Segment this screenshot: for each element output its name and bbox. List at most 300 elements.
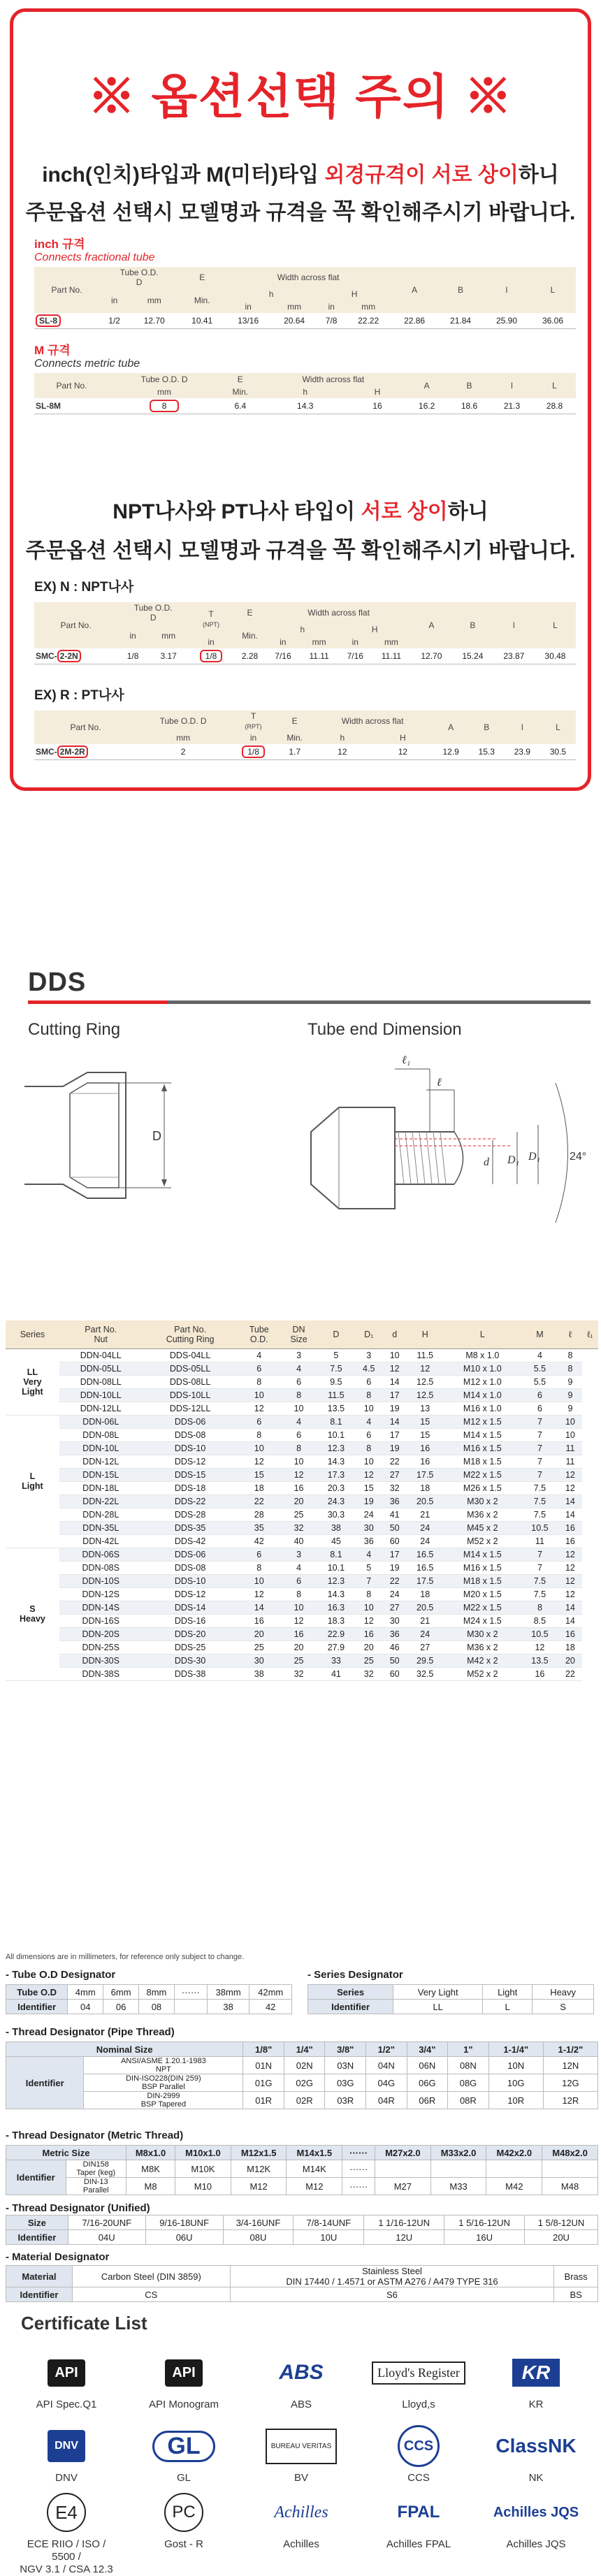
cell: DDN-08L [59, 1428, 143, 1441]
notice-line-2b: 꼭 [332, 198, 356, 225]
cell: 8 [355, 1587, 383, 1601]
cell: DDN-06L [59, 1415, 143, 1428]
cell: 20U [525, 2230, 598, 2245]
dds-divider-accent [28, 1000, 168, 1004]
cell: 13.5 [317, 1402, 354, 1415]
cell: 24 [407, 1534, 444, 1548]
cell: 21 [407, 1614, 444, 1627]
cell: M33 [430, 2178, 486, 2195]
in-header: in [117, 623, 148, 648]
cell: 1 1/16-12UN [364, 2215, 444, 2230]
cell: DDN-06S [59, 1548, 143, 1561]
kr-logo-icon [484, 2351, 588, 2394]
identifier-cell: Identifier [6, 2057, 84, 2109]
tube-od-table [6, 1984, 292, 2014]
cell: 16 [407, 1441, 444, 1455]
cell: 9 [558, 1388, 582, 1402]
cell: 9 [558, 1375, 582, 1388]
cell: 23.9 [505, 744, 540, 759]
cell: M36 x 2 [444, 1640, 521, 1654]
pt-part-no: SMC- 2M-2R [34, 744, 137, 759]
cell: 10 [280, 1402, 317, 1415]
table-row [6, 1587, 598, 1601]
t-header: T (RPT) [229, 711, 277, 732]
cell: Very Light [393, 1985, 483, 2000]
cell: 6 [238, 1362, 280, 1375]
cell: DDN-04LL [59, 1348, 143, 1362]
cell: 60 [383, 1667, 407, 1680]
column-header: ℓ₁ [582, 1320, 598, 1348]
cell: 21.3 [491, 398, 533, 414]
npt-spec-block [34, 576, 576, 664]
cell: 8.1 [317, 1548, 354, 1561]
notice-title: ※ 옵션선택 주의 ※ [87, 71, 514, 124]
certificate-name: DNV [55, 2472, 78, 2484]
certificate-name: Achilles [283, 2538, 319, 2550]
cell: 16.5 [407, 1548, 444, 1561]
cell: M14 x 1.5 [444, 1548, 521, 1561]
fpal-logo-icon [366, 2491, 471, 2534]
cell: DDS-12 [143, 1455, 238, 1468]
cell: 3 [355, 1348, 383, 1362]
column-header: Tube O.D. [238, 1320, 280, 1348]
a-header: A [411, 602, 452, 648]
standard-cell: DIN-ISO228(DIN 259) BSP Parallel [84, 2074, 243, 2092]
H-header: H [339, 623, 411, 636]
row-header: Size [6, 2215, 68, 2230]
certificate-item [249, 2424, 354, 2484]
cell: 2.28 [233, 648, 266, 664]
cell: 6 [238, 1415, 280, 1428]
tube-end-caption: Tube end Dimension [307, 1020, 462, 1039]
cell: 6.4 [219, 398, 261, 414]
cell: DDN-10L [59, 1441, 143, 1455]
part-no-header: Part No. [34, 267, 99, 313]
column-header: M [521, 1320, 558, 1348]
table-row [6, 1508, 598, 1521]
cell: DDN-10LL [59, 1388, 143, 1402]
api-logo-icon [131, 2351, 236, 2394]
cell: 11.11 [372, 648, 411, 664]
cell: DDN-42L [59, 1534, 143, 1548]
table-row [6, 1548, 598, 1561]
cell: 6 [280, 1375, 317, 1388]
certificate-item [249, 2491, 354, 2551]
metric-spec-table [34, 373, 576, 414]
cell: 16.5 [407, 1561, 444, 1574]
cell: 30.48 [535, 648, 576, 664]
cell: 08G [448, 2074, 489, 2092]
column-header: M8x1.0 [126, 2146, 175, 2160]
cell: M10 [175, 2178, 231, 2195]
table-row [6, 2160, 598, 2178]
notice-line-1 [13, 157, 588, 188]
cell: 24 [355, 1508, 383, 1521]
cell: 11 [558, 1455, 582, 1468]
cell: M14K [287, 2160, 342, 2178]
tube-od-header: Tube O.D. D [137, 711, 229, 732]
cell: 20.64 [271, 313, 317, 328]
b-header: B [448, 373, 491, 398]
cell: M10 x 1.0 [444, 1362, 521, 1375]
tube-end-diagram [287, 1041, 594, 1265]
cell: 10N [488, 2057, 543, 2074]
series-cell: LL Very Light [6, 1348, 59, 1415]
table-row [6, 1428, 598, 1441]
cell: 35 [238, 1521, 280, 1534]
H-header: H [317, 288, 391, 300]
cell: 8.5 [521, 1614, 558, 1627]
cell: M12 x 1.0 [444, 1375, 521, 1388]
cell: 40 [280, 1534, 317, 1548]
cell: DDN-16S [59, 1614, 143, 1627]
cell: 7 [355, 1574, 383, 1587]
label-d: d [484, 1156, 489, 1168]
certificate-list-title: Certificate List [21, 2313, 147, 2334]
table-row [6, 1574, 598, 1587]
cell: 6mm [103, 1985, 139, 2000]
cell: 18 [558, 1640, 582, 1654]
notice-line-3c: 하니 [447, 500, 488, 523]
cell: 5.5 [521, 1375, 558, 1388]
cell: 7/8 [317, 313, 345, 328]
cell: 16 [280, 1481, 317, 1494]
cell: M18 x 1.5 [444, 1455, 521, 1468]
a-header: A [405, 373, 448, 398]
cell: DDS-38 [143, 1667, 238, 1680]
cell: 18 [407, 1481, 444, 1494]
cell: DDN-35L [59, 1521, 143, 1534]
standard-cell: DIN158 Taper (keg) [66, 2160, 126, 2178]
table-row [6, 1362, 598, 1375]
column-header: ℓ [558, 1320, 582, 1348]
cell: 7 [521, 1561, 558, 1574]
cell: 6 [355, 1428, 383, 1441]
cell: 38mm [207, 1985, 249, 2000]
cell: 06 [103, 2000, 139, 2014]
cell: 19 [355, 1494, 383, 1508]
table-row [6, 1348, 598, 1362]
cell: M12K [231, 2160, 287, 2178]
standard-cell: DIN-2999 BSP Tapered [84, 2092, 243, 2109]
cell: DDN-10S [59, 1574, 143, 1587]
cell: 6 [521, 1402, 558, 1415]
cell: 12.70 [411, 648, 452, 664]
table-row [6, 1388, 598, 1402]
table-row [6, 2092, 598, 2109]
cell: DDS-08 [143, 1561, 238, 1574]
cell: 30.3 [317, 1508, 354, 1521]
cell: DDN-12S [59, 1587, 143, 1601]
l-header: l [484, 267, 530, 313]
cell: 36.06 [530, 313, 576, 328]
cell: 15 [407, 1428, 444, 1441]
cell: DDS-12 [143, 1587, 238, 1601]
cell: DDS-05LL [143, 1362, 238, 1375]
cell: 08R [448, 2092, 489, 2109]
cell: M26 x 1.5 [444, 1481, 521, 1494]
cell: 04N [366, 2057, 407, 2074]
cell: M20 x 1.5 [444, 1587, 521, 1601]
npt-t-cell: 1/8 [189, 648, 233, 664]
npt-label: EX) N : NPT나사 [34, 580, 134, 595]
cell: DDS-08LL [143, 1375, 238, 1388]
H-header: H [372, 732, 433, 744]
cell: 20.3 [317, 1481, 354, 1494]
cell: 30 [355, 1521, 383, 1534]
cell: 41 [317, 1667, 354, 1680]
cell: DDS-06 [143, 1415, 238, 1428]
e4-logo-icon [14, 2491, 119, 2534]
cell: 8 [355, 1441, 383, 1455]
l-header: l [493, 602, 535, 648]
cell: LL [393, 2000, 483, 2014]
dds-spec-table [6, 1320, 598, 1681]
cell: 14.3 [317, 1587, 354, 1601]
cell: 6 [521, 1388, 558, 1402]
row-header: Identifier [6, 2000, 68, 2014]
min-header: Min. [179, 288, 225, 313]
table-row [6, 1415, 598, 1428]
L-header: L [533, 373, 576, 398]
cell: 16 [558, 1627, 582, 1640]
cell: 25 [355, 1654, 383, 1667]
cell: 10 [558, 1415, 582, 1428]
logo-text: Achilles [274, 2503, 328, 2522]
cell: 16 [558, 1521, 582, 1534]
cell: 12 [280, 1614, 317, 1627]
cell: 4 [355, 1548, 383, 1561]
cell: 10 [355, 1601, 383, 1614]
column-header: M33x2.0 [430, 2146, 486, 2160]
cell: 50 [383, 1521, 407, 1534]
column-header: D [317, 1320, 354, 1348]
cell: M10K [175, 2160, 231, 2178]
cell [486, 2160, 542, 2178]
inch-spec-table [34, 267, 576, 329]
cell: 7.5 [317, 1362, 354, 1375]
notice-line-3a: NPT나사와 PT나사 타입이 [113, 500, 361, 523]
table-row [6, 1494, 598, 1508]
cell: 16 [280, 1627, 317, 1640]
notice-line-4 [13, 530, 588, 565]
cell: 17 [383, 1428, 407, 1441]
h-in: in [266, 636, 299, 648]
notice-line-3b: 서로 상이 [361, 500, 448, 523]
column-header: Part No. Cutting Ring [143, 1320, 238, 1348]
table-row [6, 2287, 598, 2302]
cell: 04R [366, 2092, 407, 2109]
pt-label: EX) R : PT나사 [34, 688, 124, 703]
cell: 03R [325, 2092, 366, 2109]
cell: DDS-18 [143, 1481, 238, 1494]
cell: 20 [280, 1640, 317, 1654]
certificate-name: NK [528, 2472, 544, 2484]
row-header: Series [308, 1985, 393, 2000]
table-row [6, 1985, 292, 2000]
cell: 4 [355, 1415, 383, 1428]
certificate-item [131, 2424, 236, 2484]
cell: 12 [312, 744, 373, 759]
cell: 03G [325, 2074, 366, 2092]
cell: 20 [558, 1654, 582, 1667]
cell: 2 [137, 744, 229, 759]
cell: DDN-12L [59, 1455, 143, 1468]
cell: 4 [238, 1348, 280, 1362]
cell: DDS-10 [143, 1441, 238, 1455]
cell: 10 [238, 1574, 280, 1587]
inch-spec-block [34, 234, 576, 329]
classnk-logo-icon [484, 2424, 588, 2468]
notice-line-1c: 하니 [518, 163, 559, 187]
cell: 06U [145, 2230, 223, 2245]
cell: 12 [355, 1614, 383, 1627]
certificate-name: GL [176, 2472, 191, 2484]
cell: M24 x 1.5 [444, 1614, 521, 1627]
row-header: Metric Size [6, 2146, 126, 2160]
column-header: 3/4" [407, 2042, 448, 2057]
table-row [6, 1481, 598, 1494]
certificate-item [14, 2351, 119, 2411]
cell: DDS-12LL [143, 1402, 238, 1415]
notice-line-2 [13, 192, 588, 226]
cell: 14 [558, 1601, 582, 1614]
cell: 28 [238, 1508, 280, 1521]
cell: 10 [558, 1428, 582, 1441]
cell: 7 [521, 1441, 558, 1455]
table-row [6, 1375, 598, 1388]
table-row [6, 1640, 598, 1654]
cell: M12 [287, 2178, 342, 2195]
cell: 22.9 [317, 1627, 354, 1640]
cell: 10U [294, 2230, 364, 2245]
cell: 12R [543, 2092, 598, 2109]
abs-logo-icon [249, 2351, 354, 2394]
cell: L [483, 2000, 533, 2014]
standard-cell: ANSI/ASME 1.20.1-1983 NPT [84, 2057, 243, 2074]
column-header: 1-1/4" [488, 2042, 543, 2057]
cell: 22 [383, 1455, 407, 1468]
column-header: 1/4" [284, 2042, 325, 2057]
cell: 24 [407, 1521, 444, 1534]
inch-part-no: SL-8 [34, 313, 99, 328]
column-header: 1/2" [366, 2042, 407, 2057]
part-no-header: Part No. [34, 711, 137, 744]
e-header: E [277, 711, 312, 732]
cell: 11 [521, 1534, 558, 1548]
cell: 5.5 [521, 1362, 558, 1375]
series-cell: S Heavy [6, 1548, 59, 1680]
column-header: M27x2.0 [375, 2146, 431, 2160]
achilles-logo-icon [249, 2491, 354, 2534]
cell: 9/16-18UNF [145, 2215, 223, 2230]
cell: M36 x 2 [444, 1508, 521, 1521]
certificate-name: Lloyd,s [402, 2399, 435, 2410]
cell: 10G [488, 2074, 543, 2092]
cell: 06G [407, 2074, 448, 2092]
h-header: h [225, 288, 317, 300]
certificate-name: Achilles FPAL [386, 2538, 451, 2550]
table-row [6, 2074, 598, 2092]
cell: 20 [355, 1640, 383, 1654]
cell: 18 [238, 1481, 280, 1494]
cell: 12G [543, 2074, 598, 2092]
H-header: H [349, 386, 405, 398]
material-table [6, 2265, 598, 2302]
table-row [6, 1614, 598, 1627]
H-in: in [339, 636, 372, 648]
label-l1: ℓ₁ [402, 1054, 411, 1066]
cell: 14 [558, 1614, 582, 1627]
a-header: A [391, 267, 437, 313]
api-logo-icon [14, 2351, 119, 2394]
cell: 15 [407, 1415, 444, 1428]
cell: 04G [366, 2074, 407, 2092]
cell: 16 [355, 1627, 383, 1640]
cell: 17.3 [317, 1468, 354, 1481]
cell: 10R [488, 2092, 543, 2109]
cell: DDN-20S [59, 1627, 143, 1640]
logo-text: KR [512, 2359, 560, 2387]
logo-text: Achilles JQS [493, 2504, 579, 2520]
cell: 3/4-16UNF [223, 2215, 294, 2230]
table-row [6, 1601, 598, 1614]
cell: 8mm [139, 1985, 175, 2000]
certificate-name: KR [528, 2399, 544, 2410]
t-header: T (NPT) [189, 602, 233, 636]
cell: 24 [383, 1587, 407, 1601]
certificate-item [131, 2491, 236, 2551]
cell: M30 x 2 [444, 1494, 521, 1508]
logo-text: E4 [47, 2493, 86, 2532]
cell: DDN-14S [59, 1601, 143, 1614]
certificate-item [484, 2424, 588, 2484]
logo-text: DNV [48, 2430, 85, 2462]
cell: DDS-06 [143, 1548, 238, 1561]
cell: 16U [444, 2230, 525, 2245]
lloyd-s-register-logo-icon [366, 2351, 471, 2394]
column-header: M48x2.0 [542, 2146, 598, 2160]
logo-text: API [48, 2359, 85, 2387]
certificate-item [366, 2351, 471, 2411]
cell: 1.7 [277, 744, 312, 759]
series-cell: L Light [6, 1415, 59, 1548]
metric-thread-table [6, 2145, 598, 2195]
cell: 30 [238, 1654, 280, 1667]
cell: 25 [280, 1654, 317, 1667]
pc-logo-icon [131, 2491, 236, 2534]
cell: 27.9 [317, 1640, 354, 1654]
certificate-name: ECE RIIO / ISO / 5500 / NGV 3.1 / CSA 12.3 [20, 2538, 113, 2575]
cell: 7/16 [266, 648, 299, 664]
e-header: E [219, 373, 261, 386]
t-in: in [189, 636, 233, 648]
cell: 16 [558, 1534, 582, 1548]
cell: 12 [558, 1548, 582, 1561]
pt-spec-block [34, 685, 576, 760]
cell: M12 x 1.5 [444, 1415, 521, 1428]
cell: 41 [383, 1508, 407, 1521]
cell: DDS-10LL [143, 1388, 238, 1402]
cell: 9.5 [317, 1375, 354, 1388]
cell: 19 [383, 1441, 407, 1455]
cell: 28.8 [533, 398, 576, 414]
e-header: E [179, 267, 225, 288]
column-header: 1" [448, 2042, 489, 2057]
notice-line-1a: inch(인치)타입과 M(미터)타입 [42, 163, 325, 187]
cell: 12.5 [407, 1375, 444, 1388]
cell: 8 [238, 1428, 280, 1441]
